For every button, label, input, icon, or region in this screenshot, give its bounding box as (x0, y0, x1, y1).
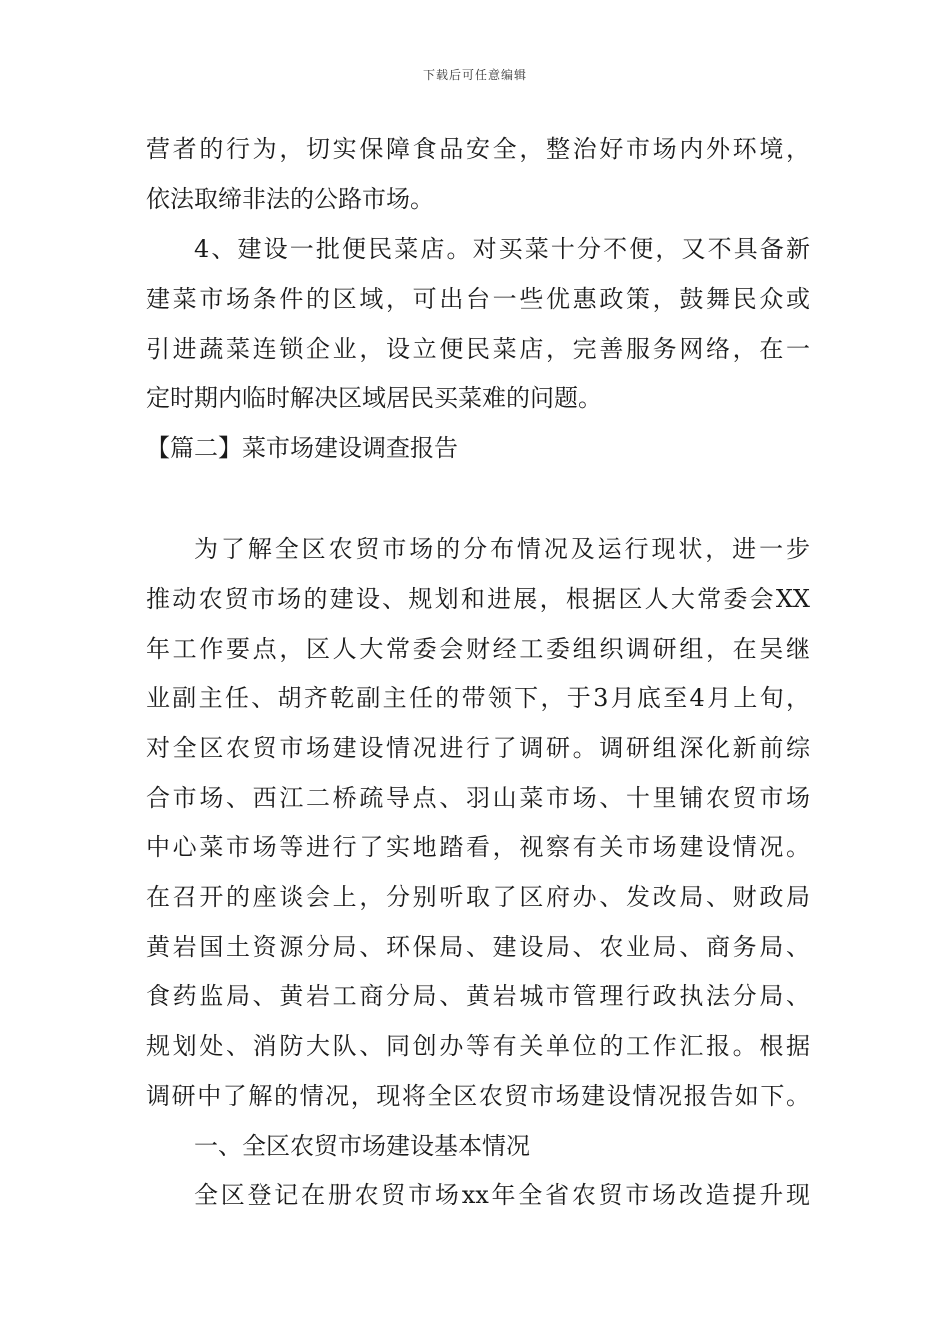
text-line: 规划处、消防大队、同创办等有关单位的工作汇报。根据 (146, 1032, 810, 1060)
text-line: 依法取缔非法的公路市场。 (146, 185, 434, 213)
page-header: 下载后可任意编辑 (422, 68, 527, 82)
text-line: 推动农贸市场的建设、规划和进展，根据区人大常委会XX (146, 585, 810, 613)
text-line: 业副主任、胡齐乾副主任的带领下，于3月底至4月上旬， (146, 684, 810, 712)
subsection-heading: 一、全区农贸市场建设基本情况 (194, 1132, 530, 1160)
text-line: 食药监局、黄岩工商分局、黄岩城市管理行政执法分局、 (146, 982, 810, 1010)
text-line: 调研中了解的情况，现将全区农贸市场建设情况报告如下。 (146, 1082, 810, 1110)
text-line: 年工作要点，区人大常委会财经工委组织调研组，在吴继 (146, 635, 810, 663)
text-line: 定时期内临时解决区域居民买菜难的问题。 (146, 384, 602, 412)
text-line: 4、建设一批便民菜店。对买菜十分不便，又不具备新 (194, 235, 810, 263)
text-line: 营者的行为，切实保障食品安全，整治好市场内外环境， (146, 135, 810, 163)
text-line: 为了解全区农贸市场的分布情况及运行现状，进一步 (194, 535, 810, 563)
section-heading: 【篇二】菜市场建设调查报告 (146, 434, 458, 462)
text-line: 合市场、西江二桥疏导点、羽山菜市场、十里铺农贸市场 (146, 784, 810, 812)
text-line: 建菜市场条件的区域，可出台一些优惠政策，鼓舞民众或 (146, 285, 810, 313)
text-line: 黄岩国土资源分局、环保局、建设局、农业局、商务局、 (146, 933, 810, 961)
text-line: 中心菜市场等进行了实地踏看，视察有关市场建设情况。 (146, 833, 810, 861)
text-line: 引进蔬菜连锁企业，设立便民菜店，完善服务网络，在一 (146, 335, 810, 363)
text-line: 对全区农贸市场建设情况进行了调研。调研组深化新前综 (146, 734, 810, 762)
text-line: 全区登记在册农贸市场xx年全省农贸市场改造提升现 (194, 1181, 810, 1209)
text-line: 在召开的座谈会上，分别听取了区府办、发改局、财政局 (146, 883, 810, 911)
